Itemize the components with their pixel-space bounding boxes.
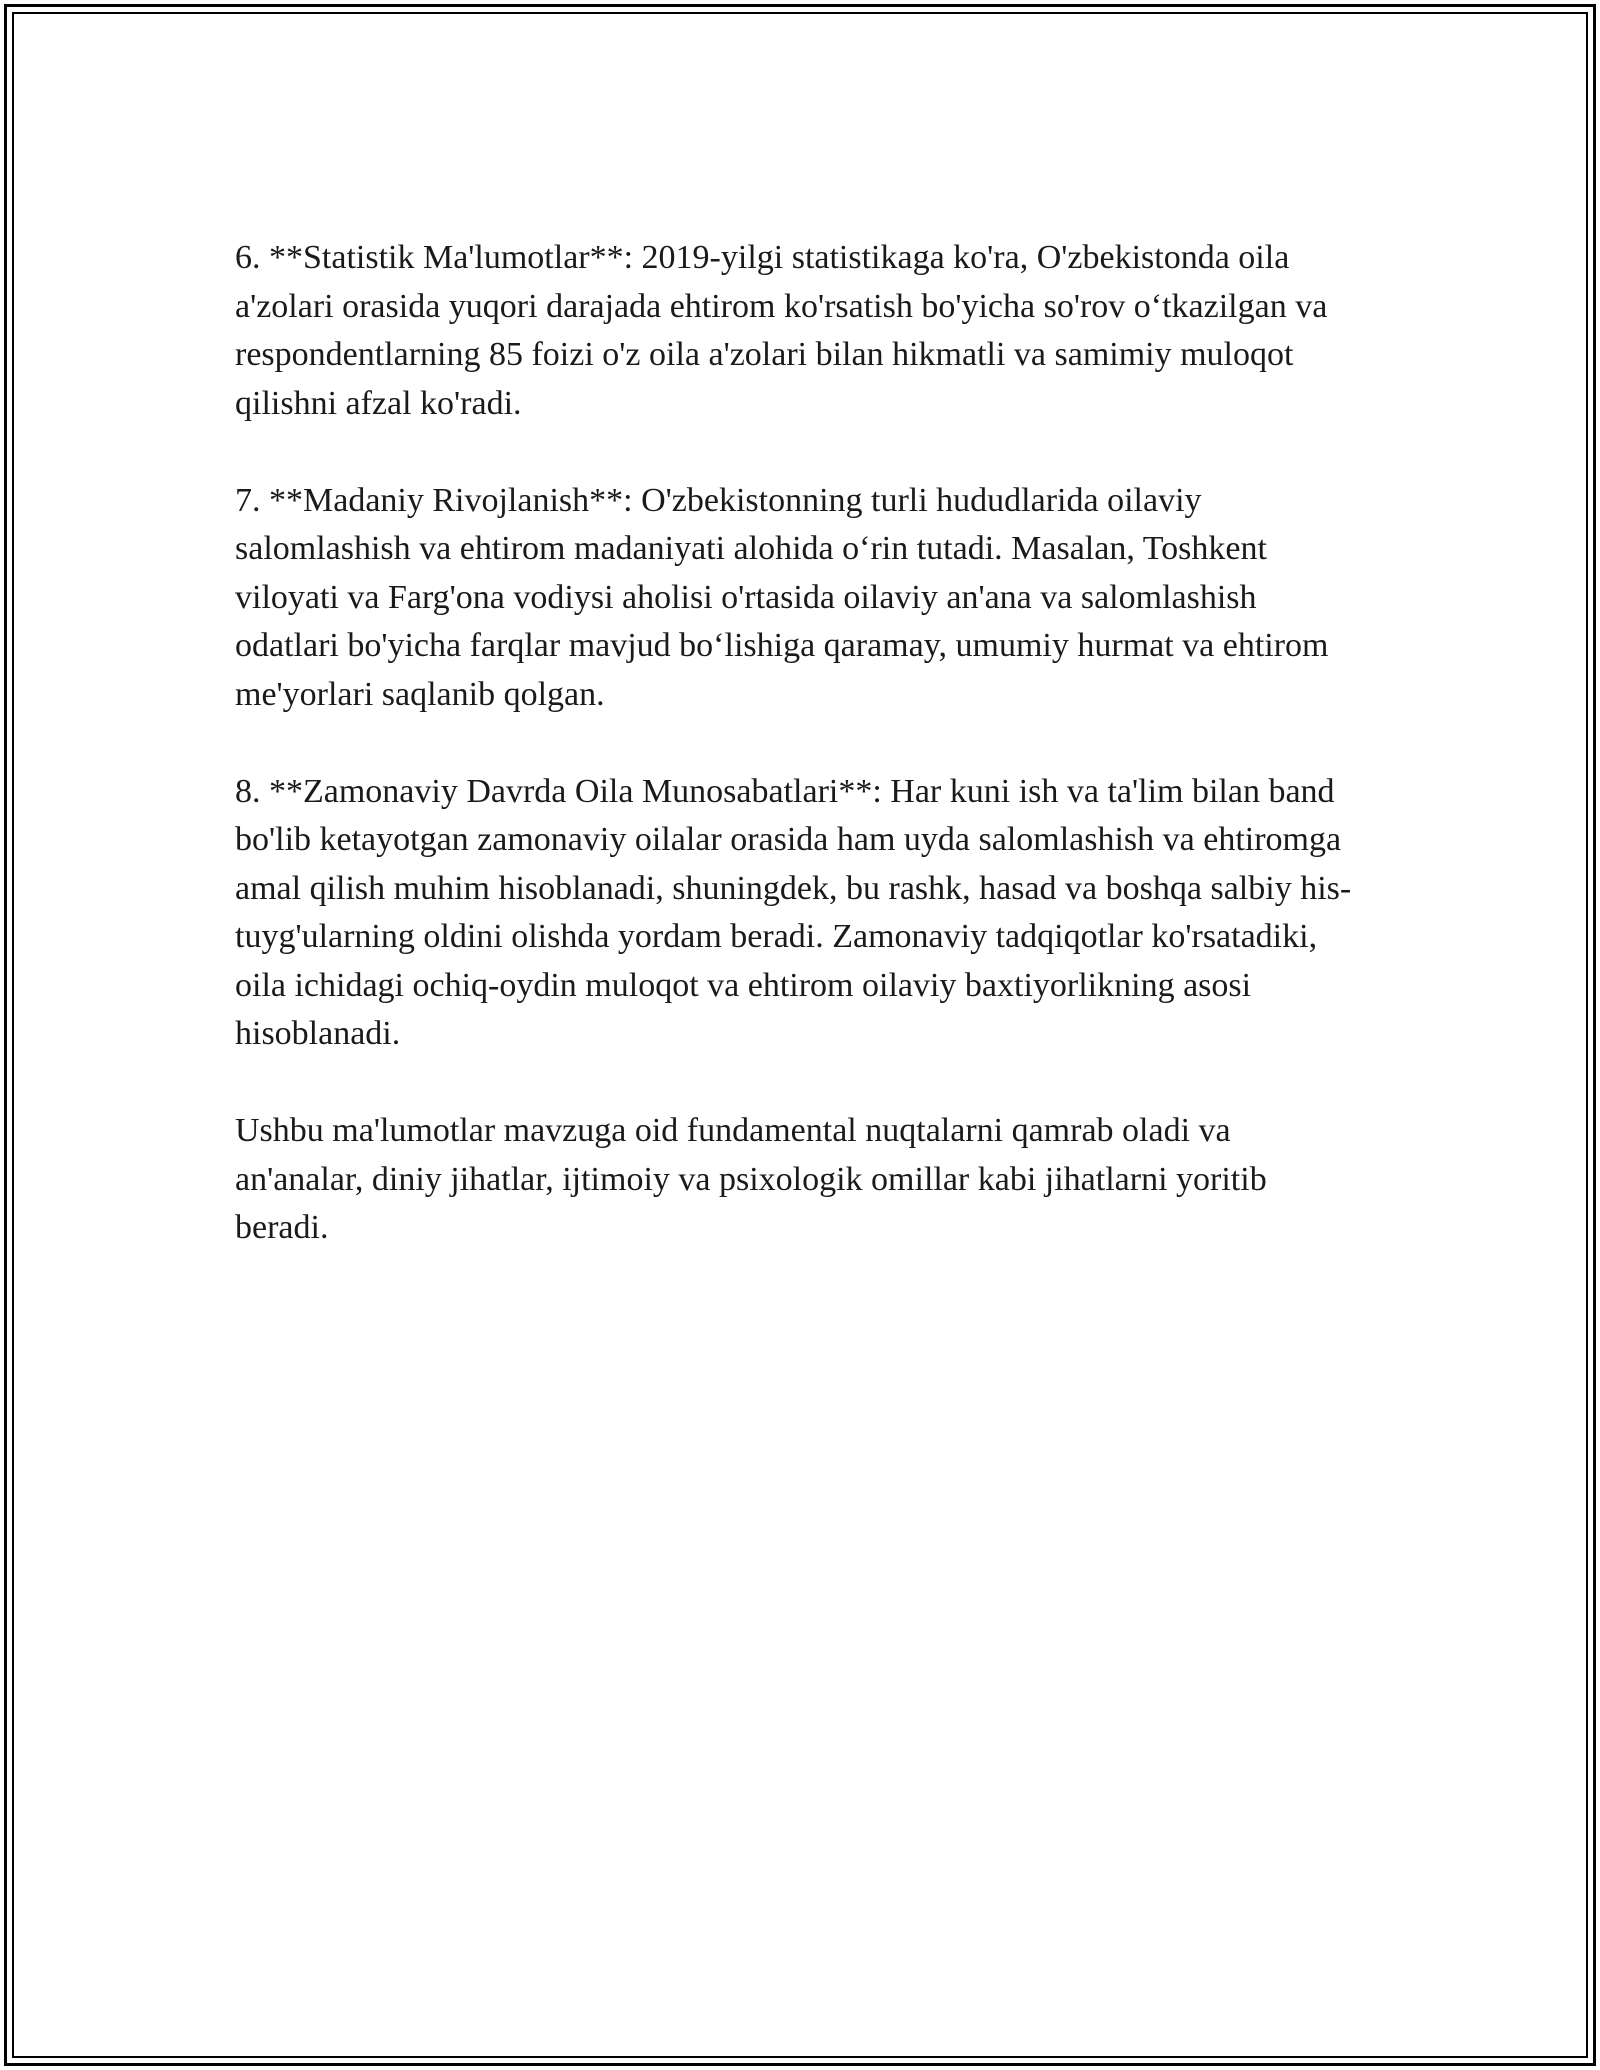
paragraph-statistics: 6. **Statistik Ma'lumotlar**: 2019-yilgi statistikaga ko'ra, O'zbekistonda oila a'zolari orasida yuqori darajada ehtirom ko'rsatish bo'yicha so'rov o‘tkazilgan va respondentlarning 85 foizi o'z oila a'zolari bilan hikmatli va samimiy muloqot qilishni afzal ko'radi. [235,239,1328,422]
paragraph-cultural-development: 7. **Madaniy Rivojlanish**: O'zbekistonning turli hududlarida oilaviy salomlashish va ehtirom madaniyati alohida o‘rin tutadi. Masalan, Toshkent viloyati va Farg'ona vodiysi aholisi o'rtasida oilaviy an'ana va salomlashish odatlari bo'yicha farqlar mavjud bo‘lishiga qaramay, umumiy hurmat va ehtirom me'yorlari saqlanib qolgan. [235,481,1329,713]
paragraph-conclusion: Ushbu ma'lumotlar mavzuga oid fundamental nuqtalarni qamrab oladi va an'analar, diniy jihatlar, ijtimoiy va psixologik omillar kabi jihatlarni yoritib beradi. [235,1112,1267,1246]
document-body [235,234,1365,1253]
paragraph-modern-family-relations: 8. **Zamonaviy Davrda Oila Munosabatlari**: Har kuni ish va ta'lim bilan band bo'lib ketayotgan zamonaviy oilalar orasida ham uyda salomlashish va ehtiromga amal qilish muhim hisoblanadi, shuningdek, bu rashk, hasad va boshqa salbiy his-tuyg'ularning oldini olishda yordam beradi. Zamonaviy tadqiqotlar ko'rsatadiki, oila ichidagi ochiq-oydin muloqot va ehtirom oilaviy baxtiyorlikning asosi hisoblanadi. [235,772,1352,1052]
